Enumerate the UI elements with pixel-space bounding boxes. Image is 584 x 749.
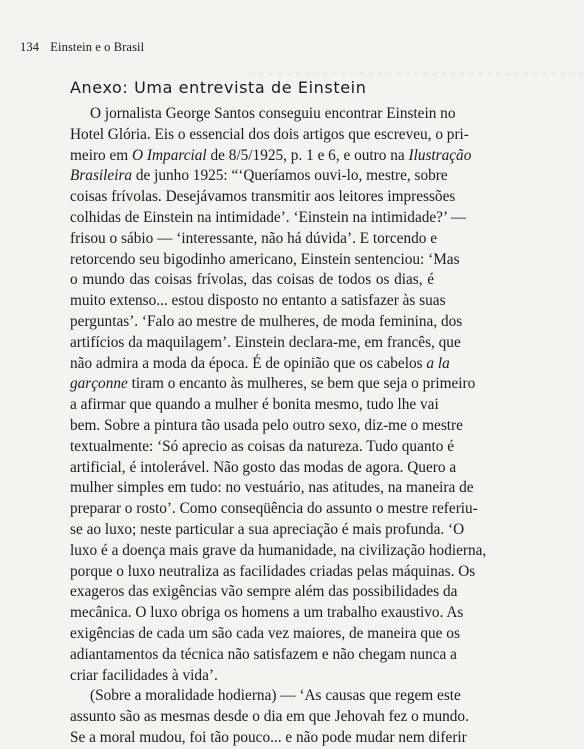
text-line: O jornalista George Santos conseguiu encontrar Einstein no: [90, 105, 456, 122]
text-line: assunto são as mesmas desde o dia em que Jehovah fez o mundo.: [70, 708, 469, 726]
running-title: Einstein e o Brasil: [50, 40, 145, 54]
text-line: artifícios da maquilagem’. Einstein declara-me, em francês, que: [70, 333, 461, 351]
text-line: o mundo das coisas frívolas, das coisas de todos os dias, é: [70, 271, 434, 289]
text-line: mecânica. O luxo obriga os homens a um trabalho exaustivo. As: [70, 604, 464, 622]
show-through-text: ~ ~ ~ ~ ~ ~ ~ ~ ~ ~ ~ ~ ~ ~ ~ ~ ~ ~ ~ ~ ~ ~ ~ ~ ~ ~ ~ ~ ~ ~ ~ ~ ~ ~ ~ ~ ~: [250, 69, 584, 79]
text-line: luxo é a doença mais grave da humanidade, na civilização hodierna,: [70, 541, 487, 559]
text-line: preparar o rosto’. Como conseqüência do assunto o mestre referiu-: [70, 500, 478, 518]
text-line: (Sobre a moralidade hodierna) — ‘As causas que regem este: [90, 687, 461, 705]
text-line: não admira a moda da época. É de opinião que os cabelos a la: [70, 354, 450, 372]
text-line: adiantamentos da técnica não satisfazem e não chegam nunca a: [70, 645, 457, 663]
text-line: artificial, é intolerável. Não gosto das modas de agora. Quero a: [70, 458, 457, 476]
italic-title: Ilustração: [408, 146, 472, 164]
italic-title: O Imparcial: [132, 146, 207, 164]
paragraph: [70, 104, 487, 686]
italic-title: a la: [426, 354, 450, 372]
text-line: meiro em O Imparcial de 8/5/1925, p. 1 e 6, e outro na Ilustração: [70, 146, 472, 164]
section-title: Anexo: Uma entrevista de Einstein: [70, 78, 367, 97]
text-line: retorcendo seu bigodinho americano, Einstein sentenciou: ‘Mas: [70, 250, 460, 268]
paragraph: [70, 686, 469, 748]
text-line: muito extenso... estou disposto no entanto a satisfazer às suas: [70, 292, 446, 310]
text-line: Se a moral mudou, foi tão pouco... e não pode mudar nem diferir: [70, 728, 467, 746]
text-line: exigências de cada um são cada vez maiores, de maneira que os: [70, 624, 460, 642]
italic-title: garçonne: [70, 375, 128, 393]
text-line: a afirmar que quando a mulher é bonita mesmo, tudo lhe vai: [70, 396, 439, 414]
text-line: coisas frívolas. Desejávamos transmitir aos leitores impressões: [70, 188, 456, 206]
text-line: frisou o sábio — ‘interessante, não há dúvida’. E torcendo e: [70, 229, 438, 247]
text-line: garçonne tiram o encanto às mulheres, se bem que seja o primeiro: [70, 375, 476, 393]
article-body: [70, 104, 487, 749]
italic-title: Brasileira: [70, 167, 133, 185]
text-line: Brasileira de junho 1925: “‘Queríamos ouvi-lo, mestre, sobre: [70, 167, 448, 185]
text-line: bem. Sobre a pintura tão usada pelo outro sexo, diz-me o mestre: [70, 416, 463, 434]
text-line: colhidas de Einstein na intimidade’. ‘Einstein na intimidade?’ —: [70, 208, 467, 226]
running-header: [20, 40, 144, 55]
text-line: se ao luxo; neste particular a sua apreciação é mais profunda. ‘O: [70, 520, 465, 538]
text-line: Hotel Glória. Eis o essencial dos dois artigos que escreveu, o pri-: [70, 125, 469, 143]
text-line: criar facilidades à vida’.: [70, 666, 218, 684]
text-line: mulher simples em tudo: no vestuário, nas atitudes, na maneira de: [70, 479, 474, 497]
text-line: perguntas’. ‘Falo ao mestre de mulheres, de moda feminina, dos: [70, 312, 463, 330]
text-line: porque o luxo neutraliza as facilidades criadas pelas máquinas. Os: [70, 562, 476, 580]
text-line: exageros das exigências vão sempre além das possibilidades da: [70, 583, 458, 601]
text-line: textualmente: ‘Só aprecio as coisas da natureza. Tudo quanto é: [70, 437, 455, 455]
page-number: 134: [20, 40, 40, 54]
